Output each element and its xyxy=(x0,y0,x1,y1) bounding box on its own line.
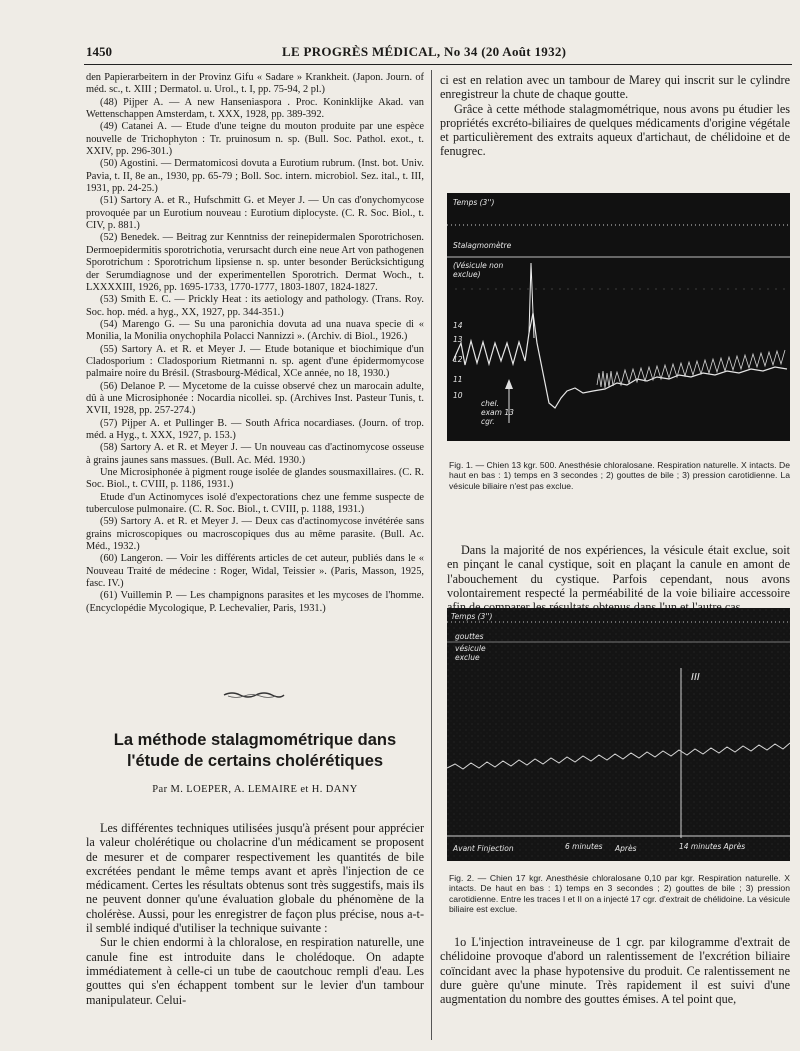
section-ornament xyxy=(222,690,286,700)
figure-1-trace-number: 13 xyxy=(453,335,463,344)
figure-1-trace-number: 10 xyxy=(453,391,463,400)
header-rule xyxy=(84,64,792,65)
paragraph: Dans la majorité de nos expériences, la vésicule était exclue, soit en pinçant le canal cystique, soit en plaçant la canule en amont de l'abouchement du cystique. Parfois cependant, nous avons volontairement respecté la perméabilité de la voie biliaire accessoire xyxy=(447,543,790,600)
article-title: La méthode stalagmométrique dans l'étude de certains cholérétiques xyxy=(113,731,397,770)
article-body-right-top xyxy=(440,73,790,159)
article-body-right-bottom xyxy=(440,935,790,1006)
reference-item: (58) Sartory A. et R. et Meyer J. — Un nouveau cas d'actinomycose osseuse à grains jaunes sans massues. (Bull. Ac. Méd. 1930.) xyxy=(86,442,424,466)
reference-item: (49) Catanei A. — Etude d'une teigne du mouton produite par une espèce nouvelle de Trichophyton : Tr. pruinosum n. sp. (Bull. Soc. Pathol. exot., t. XXIV, pp. 296-301.) xyxy=(86,121,424,158)
figure-1-trace-number: 11 xyxy=(453,375,463,384)
figure-2-tracing xyxy=(447,608,790,861)
journal-header: LE PROGRÈS MÉDICAL, No 34 (20 Août 1932) xyxy=(282,44,567,59)
figure-2-label: 6 minutes xyxy=(565,842,603,851)
reference-item: (55) Sartory A. et R. et Meyer J. — Etude botanique et biochimique d'un Cladosporium : Cladosporium Rietmanni n. sp. agent d'une épidermomycose palmaire noire du Brésil. (Strasbourg-Médical, XCe année, no 18, 1930.) xyxy=(86,343,424,380)
figure-2-label: Temps (3'') xyxy=(451,612,493,621)
reference-item: (60) Langeron. — Voir les différents articles de cet auteur, publiés dans le « Nouveau Traité de médecine : Roger, Widal, Teissier ». (Paris, Masson, 1925, fasc. IV.) xyxy=(86,553,424,590)
article-body-left xyxy=(86,821,424,1007)
figure-1-tracing xyxy=(447,193,790,441)
reference-item: (51) Sartory A. et R., Hufschmitt G. et Meyer J. — Un cas d'onychomycose provoquée par un Eurotium nouveau : Eurotium diplocyste. (C. R. Soc. Biol., t. CIV, p. 881.) xyxy=(86,195,424,232)
figure-1-injection-label: chel. exam 13 cgr. xyxy=(481,399,514,426)
reference-list xyxy=(86,72,424,615)
article-authors: Par M. LOEPER, A. LEMAIRE et H. DANY xyxy=(152,784,358,795)
reference-item: (57) Pijper A. et Pullinger B. — South Africa nocardiases. (Journ. of trop. méd. a Hyg., t. XXX, 1927, p. 153.) xyxy=(86,417,424,441)
figure-1-caption: Fig. 1. — Chien 13 kgr. 500. Anesthésie chloralosane. Respiration naturelle. X intacts. De haut en bas : 1) temps en 3 secondes ; 2) gouttes de bile ; 3) pression carotidienne. La vésicule biliaire n'est pas exclue. xyxy=(449,460,790,491)
figure-2-label: vésicule exclue xyxy=(455,644,486,662)
paragraph: Sur le chien endormi à la chloralose, en respiration naturelle, une canule fine est introduite dans le cholédoque. On adapte immédiatement à celle-ci un tube de caoutchouc rempli d'eau. Les gouttes qui s'en échappent tombent sur le levier d'un tambour manipulateur. Celui- xyxy=(86,935,424,1007)
figure-2-label: Avant Finjection xyxy=(453,844,514,853)
reference-item: (48) Pijper A. — A new Hanseniaspora . Proc. Koninklijke Akad. van Wettenschappen Amsterdam, t. XXX, 1928, pp. 389-392. xyxy=(86,96,424,121)
reference-item: den Papierarbeitern in der Provinz Gifu « Sadare » Krankheit. (Japon. Journ. of méd. sc., t. XIII ; Dermatol. u. Urol., t. I, pp. 75-94, 2 pl.) xyxy=(86,72,424,96)
figure-2-label: 14 minutes Après xyxy=(679,842,746,851)
reference-item: Etude d'un Actinomyces isolé d'expectorations chez une femme suspecte de tuberculose pulmonaire. (C. R. Soc. Biol., t. CVIII, p. 1188, 1931.) xyxy=(86,491,424,516)
paragraph: Les différentes techniques utilisées jusqu'à présent pour apprécier la valeur cholérétique ou cholacrine d'un médicament se proposent de mesurer et de comparer respectivement les quantités de bile excrétées pendant le même temps avant et après l'injection de ce médicament. Certes les résultats obtenus sont très suggestifs, mais ils ne peuvent donner qu'une évaluation globale du phénomène de la cholérèse. Aussi, pour les enregistrer de façon plus précise, nous a-t-il semblé indiqué d'utiliser la technique suivante : xyxy=(86,821,424,936)
reference-item: (52) Benedek. — Beitrag zur Kenntniss der reinepidermalen Sporotrichosen. Dermoepidermitis sporotrichotia, verursacht durch eine neue Art von pathogenen Sporotrichum : Sporotrichum lipsiense n. sp. unter besonder Berücksichtigung der Serumdiagnose und der experimentellen Sporotrich. Dermat Woch., t. LXXXXIII, 1926, pp. 1695-1733, 1770-1777, 1803-1807, 1824-1827. xyxy=(86,232,424,293)
column-divider xyxy=(431,70,432,1040)
reference-item: (50) Agostini. — Dermatomicosi dovuta a Eurotium rubrum. (Inst. bot. Univ. Pavia, t. II, 8e an., 1930, pp. 65-79 ; Boll. Soc. intern. microbiol. Sez. ital., t. III, 1931, pp. 24-25.) xyxy=(86,158,424,195)
reference-item: Une Microsiphonée à pigment rouge isolée de glandes sousmaxillaires. (C. R. Soc. Biol., t. CVIII, p. 1186, 1931.) xyxy=(86,467,424,491)
reference-item: (53) Smith E. C. — Prickly Heat : its aetiology and pathology. (Trans. Roy. Soc. hop. méd. a hyg., XX, 1927, pp. 344-351.) xyxy=(86,294,424,318)
figure-1-label: Temps (3'') xyxy=(453,198,495,207)
paragraph: 1o L'injection intraveineuse de 1 cgr. par kilogramme d'extrait de chélidoine provoque d'abord un ralentissement de l'excrétion biliaire coïncidant avec la phase hypotensive du produit. Ce ralentissement ne dure guère qu'une minute. Très rapidement il est suivi d'une augmentation du nombre des gouttes émises. A tel point que, xyxy=(440,935,790,1007)
reference-item: (59) Sartory A. et R. et Meyer J. — Deux cas d'actinomycose invétérée sans grains microscopiques ou macroscopiques dus au même parasite. (Bull. Ac. Méd., 1932.) xyxy=(86,516,424,553)
page-number: 1450 xyxy=(86,44,112,59)
reference-item: (56) Delanoe P. — Mycetome de la cuisse observé chez un marocain adulte, dû à une Microsiphonée : Nocardia nicollei. sp. (Archives Inst. Pasteur Tunis, t. XVII, 1928, pp. 257-274.) xyxy=(86,380,424,417)
figure-1-trace-number: 14 xyxy=(453,321,463,330)
article-body-right-middle xyxy=(447,543,790,614)
figure-2-caption: Fig. 2. — Chien 17 kgr. Anesthésie chloralosane 0,10 par kgr. Respiration naturelle. X intacts. De haut en bas : 1) temps en 3 secondes ; 2) gouttes de bile ; 3) pression carotidienne. Entre les traces I et II on a injecté 17 cgr. d'extrait de chélidoine. La vésicule biliaire est exclue. xyxy=(449,873,790,914)
reference-item: (61) Vuillemin P. — Les champignons parasites et les mycoses de l'homme. (Encyclopédie Mycologique, P. Lechevalier, Paris, 1931.) xyxy=(86,590,424,614)
paragraph: ci est en relation avec un tambour de Marey qui inscrit sur le cylindre enregistreur la chute de chaque goutte. xyxy=(440,73,790,102)
figure-1-trace-number: 12 xyxy=(453,355,463,364)
figure-1-label: (Vésicule non exclue) xyxy=(453,261,504,279)
figure-2-label: Après xyxy=(615,844,637,853)
paragraph: Grâce à cette méthode stalagmométrique, nous avons pu étudier les propriétés excréto-biliaires de quelques médicaments d'origine végétale et particulièrement des extraits aqueux d'artichaut, de chélidoine et de fenugrec. xyxy=(440,101,790,159)
figure-2-label: gouttes xyxy=(455,632,484,641)
figure-2-marker: III xyxy=(691,672,700,683)
reference-item: (54) Marengo G. — Su una paronichia dovuta ad una nuava specie di « Monilia, la Monilia onychophila Polacci Nannizzi ». (Archiv. di Biol., 1926.) xyxy=(86,318,424,343)
figure-1-label: Stalagmomètre xyxy=(453,241,512,250)
